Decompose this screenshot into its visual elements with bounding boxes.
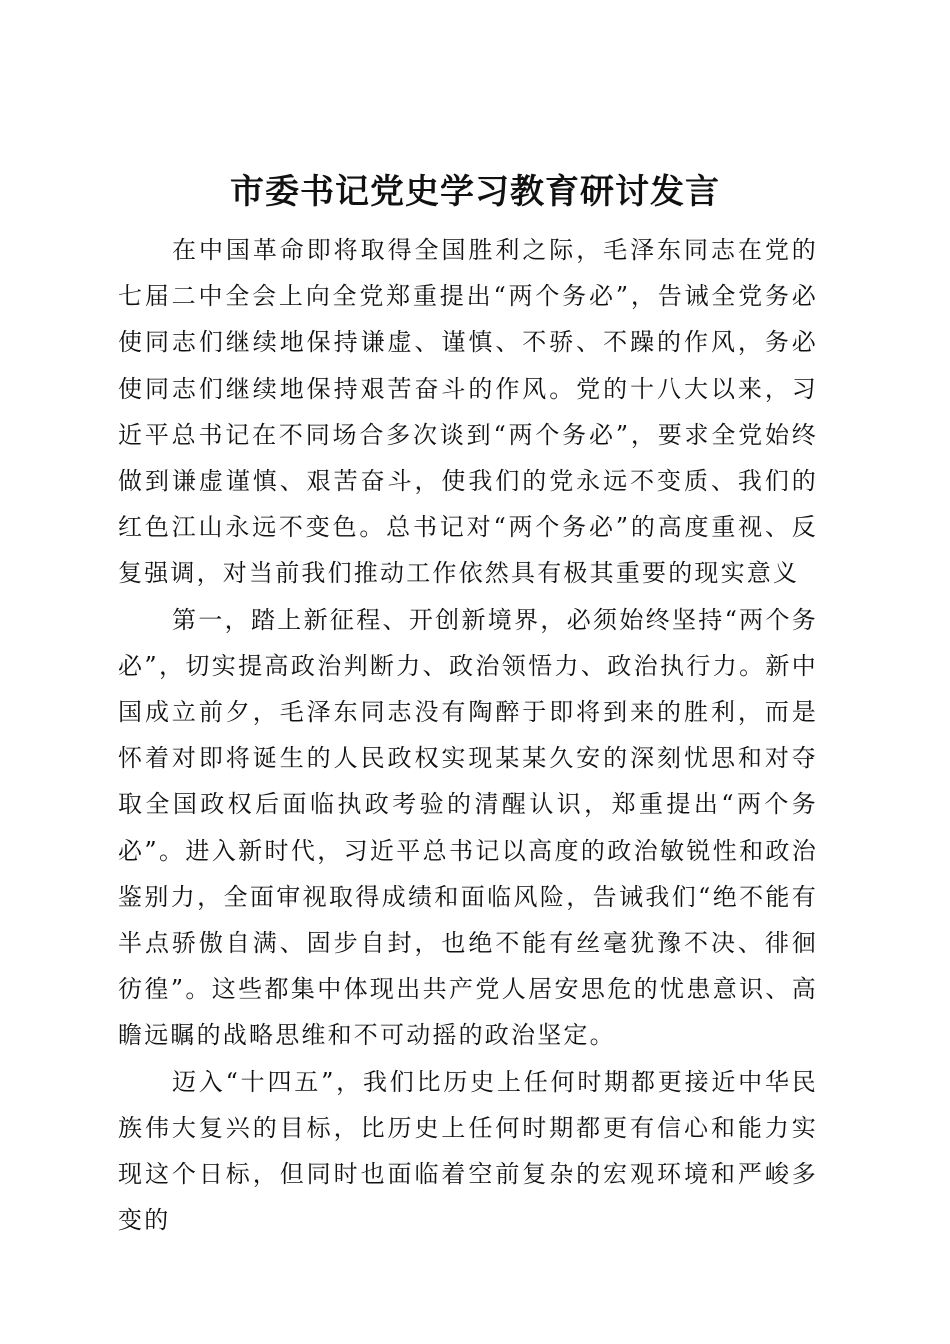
document-body [118, 227, 818, 1243]
paragraph: 迈入“十四五”，我们比历史上任何时期都更接近中华民族伟大复兴的目标，比历史上任何时期都更有信心和能力实现这个日标，但同时也面临着空前复杂的宏观环境和严峻多变的 [118, 1067, 818, 1235]
paragraph: 第一，踏上新征程、开创新境界，必须始终坚持“两个务必”，切实提高政治判断力、政治领悟力、政治执行力。新中国成立前夕，毛泽东同志没有陶醉于即将到来的胜利，而是怀着对即将诞生的人民政权实现某某久安的深刻忧思和对夺取全国政权后面临执政考验的清醒认识，郑重提出“两个务必”。进入新时代，习近平总书记以高度的政治敏锐性和政治鉴别力，全面审视取得成绩和面临风险，告诫我们“绝不能有半点骄傲自满、固步自封，也绝不能有丝毫犹豫不决、徘徊彷徨”。这些都集中体现出共产党人居安思危的忧患意识、高瞻远瞩的战略思维和不可动摇的政治坚定。 [118, 605, 818, 1050]
document-title: 市委书记党史学习教育研讨发言 [230, 171, 720, 212]
paragraph: 在中国革命即将取得全国胜利之际，毛泽东同志在党的七届二中全会上向全党郑重提出“两个务必”，告诫全党务必使同志们继续地保持谦虚、谨慎、不骄、不躁的作风，务必使同志们继续地保持艰苦奋斗的作风。党的十八大以来，习近平总书记在不同场合多次谈到“两个务必”，要求全党始终做到谦虚谨慎、艰苦奋斗，使我们的党永远不变质、我们的红色江山永远不变色。总书记对“两个务必”的高度重视、反复强调，对当前我们推动工作依然具有极其重要的现实意义 [118, 236, 818, 588]
